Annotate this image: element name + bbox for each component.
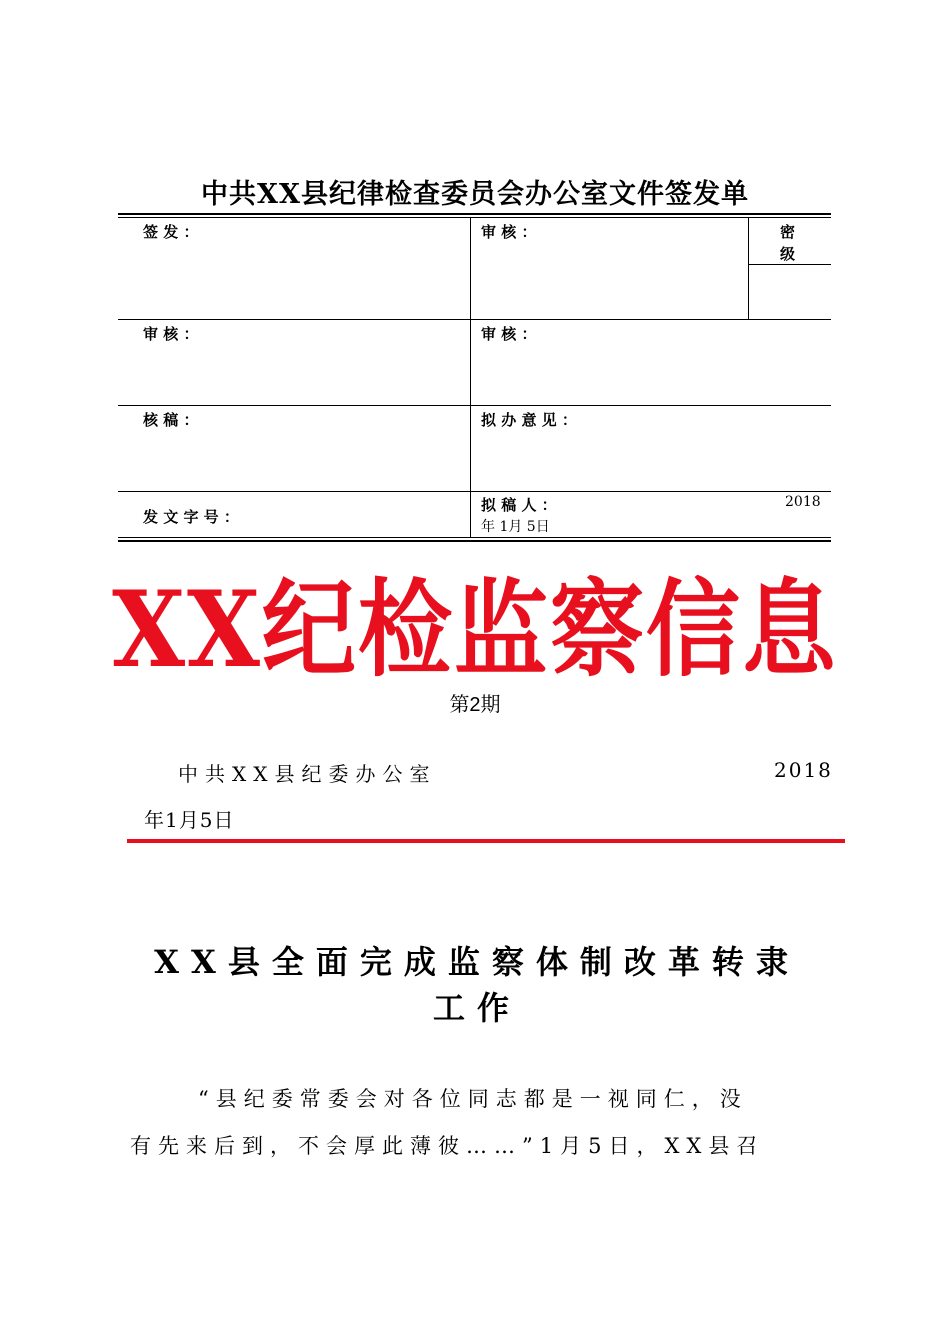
form-row-rule-2 [118,405,831,406]
doc-number-label: 发 文 字 号 ： [143,508,239,526]
form-bottom-rule-thin [118,537,831,538]
form-bottom-rule-thick [118,540,831,542]
form-row-rule-3 [118,491,831,492]
drafter-label: 拟 稿 人 ： [481,496,557,514]
secret-level-label-2: 级 [780,245,796,263]
drafter-date: 年 1月 5日 [481,519,550,535]
form-title: 中共XX县纪律检查委员会办公室文件签发单 [201,179,749,210]
form-secret-rule [748,264,831,265]
issue-year: 2018 [774,758,833,782]
form-top-rule-thin [118,217,831,218]
issuing-office: 中共XX县纪委办公室 [178,762,437,786]
article-headline-line2: 工作 [432,989,521,1027]
form-top-rule-thick [118,213,831,215]
review-label-3: 审 核 ： [481,325,537,343]
secret-level-label-1: 密 [780,223,796,241]
form-secret-divider [748,217,749,319]
issue-number: 第2期 [449,694,501,716]
article-paragraph-line2: 有先来后到，不会厚此薄彼……”1月5日，XX县召 [130,1134,765,1158]
check-draft-label: 核 稿 ： [143,411,199,429]
sign-label: 签 发 ： [143,223,199,241]
article-paragraph-line1: “县纪委常委会对各位同志都是一视同仁，没 [198,1087,748,1111]
drafter-year: 2018 [785,494,821,510]
form-row-rule-1 [118,319,831,320]
masthead-title: XX纪检监察信息 [112,568,838,692]
review-label-2: 审 核 ： [143,325,199,343]
review-label-1: 审 核 ： [481,223,537,241]
opinion-label: 拟 办 意 见 ： [481,411,577,429]
form-col-divider [470,217,471,537]
issue-date: 年1月5日 [144,808,235,832]
masthead-red-rule [127,839,845,843]
article-headline-line1: XX县全面完成监察体制改革转隶 [154,943,800,981]
